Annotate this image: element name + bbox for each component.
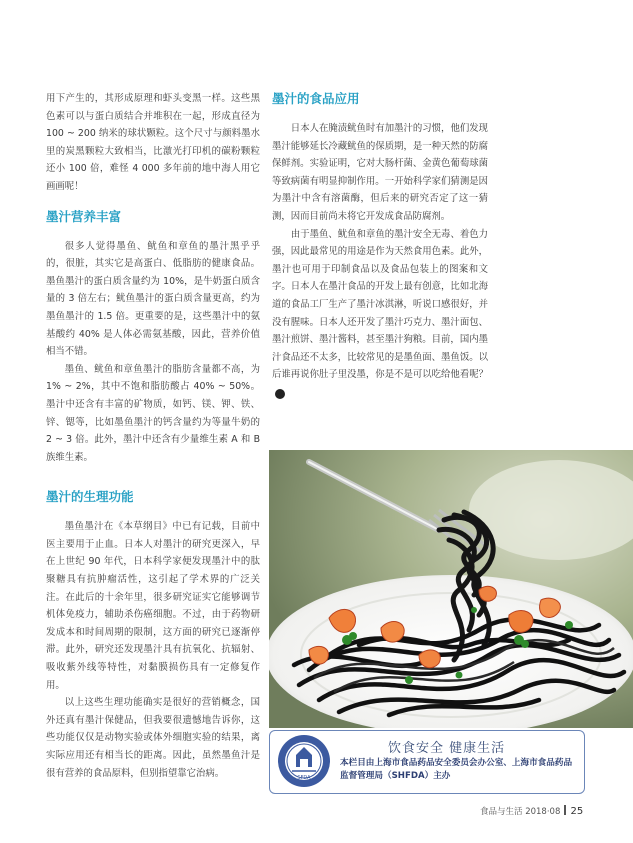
article-end-mark-icon: F xyxy=(275,389,285,399)
magazine-issue: 食品与生活 2018·08 xyxy=(480,807,561,817)
physiology-paragraph-1: 墨鱼墨汁在《本草纲目》中已有记载，目前中医主要用于止血。日本人对墨汁的研究更深入，早在上世纪 90 年代，日本科学家便发现墨汁中的肽聚糖具有抗肿瘤活性，这引起了学术界的广泛关注。在此后的十余年里，很多研究证实它能够调节机体免疫力，辅助杀伤癌细胞。不过，由于药物研发成本和时间周期的限制，这方面的研究已逐渐停滞。此外，研究还发现墨汁具有抗氧化、抗辐射、吸收紫外线等特性，对黏膜损伤具有一定修复作用。 xyxy=(46,521,260,691)
food-paragraph-2-text: 由于墨鱼、鱿鱼和章鱼的墨汁安全无毒、着色力强，因此最常见的用途是作为天然食用色素。此外，墨汁也可用于印制食品以及食品包装上的图案和文字。日本人在墨汁食品的开发上最有创意，比如北海道的食品工厂生产了墨汁冰淇淋，听说口感很好，并没有腥味。日本人还开发了墨汁巧克力、墨汁面包、墨汁煎饼、墨汁酱料，甚至墨汁狗粮。目前，国内墨汁食品还不太多，比较常见的是墨鱼面、墨鱼饭。以后谁再说你肚子里没墨，你是不是可以吃给他看呢？ xyxy=(272,228,488,381)
page-number: 25 xyxy=(570,806,584,817)
section-heading-food: 墨汁的食品应用 xyxy=(272,91,360,106)
squid-ink-pasta-photo xyxy=(269,450,633,728)
nutrition-paragraph-2: 墨鱼、鱿鱼和章鱼墨汁的脂肪含量都不高，为 1% ~ 2%，其中不饱和脂肪酸占 40% ~ 50%。墨汁中还含有丰富的矿物质，如钙、镁、钾、铁、锌、锶等，比如墨鱼墨汁的钙含量约为等量牛奶的 2 ~ 3 倍。此外，墨汁中还含有少量维生素 A 和 B 族维生素。 xyxy=(46,363,260,463)
banner-slogan: 饮食安全 健康生活 xyxy=(388,741,506,756)
food-paragraph-1: 日本人在腌渍鱿鱼时有加墨汁的习惯，他们发现墨汁能够延长冷藏鱿鱼的保质期，是一种天然的防腐保鲜剂。实验证明，它对大肠杆菌、金黄色葡萄球菌等致病菌有明显抑制作用。一开始科学家们猜测是因为墨汁中含有溶菌酶，但后来的研究否定了这一猜测，因而目前尚未将它开发成食品防腐剂。 xyxy=(272,123,488,222)
nutrition-paragraph-1: 很多人觉得墨鱼、鱿鱼和章鱼的墨汁黑乎乎的，很脏，其实它是高蛋白、低脂肪的健康食品。墨鱼墨汁的蛋白质含量约为 10%，是牛奶蛋白质含量的 3 倍左右；鱿鱼墨汁的蛋白质含量更高，约为墨鱼墨汁的 1.5 倍。更重要的是，这些墨汁中的氨基酸约 40% 是人体必需氨基酸，因此，营养价值相当不错。 xyxy=(46,240,260,358)
intro-paragraph: 用下产生的，其形成原理和虾头变黑一样。这些黑色素可以与蛋白质结合并堆积在一起，形成直径为 100 ~ 200 纳米的球状颗粒。这个尺寸与颜料墨水里的炭黑颗粒大致相当，比激光打印机的碳粉颗粒还小 100 倍，难怪 4 000 多年前的地中海人用它画画呢！ xyxy=(46,93,260,192)
sponsor-banner xyxy=(269,730,585,794)
left-column xyxy=(46,90,260,782)
right-column xyxy=(272,90,488,402)
page-footer xyxy=(480,805,583,817)
section-heading-physiology: 墨汁的生理功能 xyxy=(46,489,134,505)
footer-divider xyxy=(564,805,565,815)
physiology-paragraph-2: 以上这些生理功能确实是很好的营销概念，国外还真有墨汁保健品，但我要很遗憾地告诉你，这些功能仅仅是动物实验或体外细胞实验的结果，离实际应用还有相当长的距离。因此，虽然墨鱼汁是很有营养的食品原料，但别指望靠它治病。 xyxy=(46,697,260,779)
banner-description: 本栏目由上海市食品药品安全委员会办公室、上海市食品药品监督管理局（SHFDA）主办 xyxy=(340,758,573,781)
food-paragraph-2 xyxy=(272,226,488,402)
seal-lettering: SFDA xyxy=(297,775,311,781)
section-heading-nutrition: 墨汁营养丰富 xyxy=(46,208,122,224)
sfda-seal-logo xyxy=(276,733,332,789)
